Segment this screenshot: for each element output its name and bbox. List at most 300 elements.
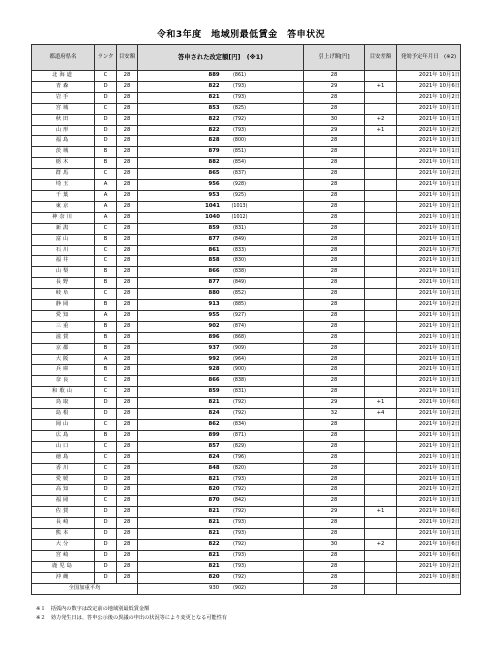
- old-wage-open: (: [233, 411, 235, 417]
- rank-cell: C: [95, 463, 117, 474]
- date-cell: 2021年 10月2日: [397, 300, 461, 311]
- new-wage-value: 902: [208, 322, 220, 329]
- pref-cell: 岩手: [32, 92, 95, 103]
- old-wage-open: (: [233, 171, 235, 177]
- average-row: [32, 583, 461, 594]
- raise-cell: 28: [304, 256, 365, 267]
- old-wage-close: ): [244, 160, 246, 166]
- table-row: [32, 365, 461, 376]
- average-label: 全国加重平均: [32, 583, 138, 594]
- new-wage-cell: [138, 201, 304, 212]
- new-wage-cell: [138, 572, 304, 583]
- old-wage-close: ): [244, 367, 246, 373]
- target-cell: 28: [117, 71, 138, 82]
- old-wage-close: ): [244, 345, 246, 351]
- table-row: [32, 245, 461, 256]
- average-raise: 28: [304, 583, 365, 594]
- target-cell: 28: [117, 180, 138, 191]
- diff-cell: [365, 332, 397, 343]
- diff-cell: [365, 485, 397, 496]
- pref-cell: 千葉: [32, 190, 95, 201]
- diff-cell: [365, 310, 397, 321]
- old-wage-close: ): [244, 520, 246, 526]
- date-cell: 2021年 10月2日: [397, 409, 461, 420]
- table-row: [32, 376, 461, 387]
- new-wage-cell: [138, 234, 304, 245]
- old-wage-close: ): [244, 83, 246, 89]
- raise-cell: 28: [304, 92, 365, 103]
- average-old-value: 902: [234, 585, 245, 591]
- diff-cell: [365, 550, 397, 561]
- raise-cell: 28: [304, 169, 365, 180]
- date-cell: 2021年 10月2日: [397, 518, 461, 529]
- old-wage-close: ): [244, 541, 246, 547]
- new-wage-cell: [138, 300, 304, 311]
- rank-cell: A: [95, 180, 117, 191]
- old-wage-open: (: [233, 280, 235, 286]
- date-cell: 2021年 10月1日: [397, 496, 461, 507]
- raise-cell: 28: [304, 332, 365, 343]
- old-wage-open: (: [233, 541, 235, 547]
- table-row: [32, 507, 461, 518]
- old-wage-open: (: [233, 443, 235, 449]
- date-cell: 2021年 10月7日: [397, 245, 461, 256]
- table-row: [32, 114, 461, 125]
- pref-cell: 愛媛: [32, 474, 95, 485]
- old-wage-value: 793: [234, 94, 245, 100]
- old-wage-open: (: [233, 236, 235, 242]
- raise-cell: 28: [304, 474, 365, 485]
- raise-cell: 28: [304, 354, 365, 365]
- new-wage-value: 896: [208, 333, 220, 340]
- new-wage-cell: [138, 81, 304, 92]
- diff-cell: [365, 278, 397, 289]
- new-wage-value: 821: [208, 562, 220, 569]
- old-wage-close: ): [244, 378, 246, 384]
- date-cell: 2021年 10月1日: [397, 147, 461, 158]
- rank-cell: C: [95, 103, 117, 114]
- pref-cell: 神奈川: [32, 212, 95, 223]
- diff-cell: [365, 561, 397, 572]
- pref-cell: 奈良: [32, 376, 95, 387]
- pref-cell: 高知: [32, 485, 95, 496]
- old-wage-open: (: [233, 182, 235, 188]
- header-rank: ランク: [95, 45, 117, 71]
- target-cell: 28: [117, 212, 138, 223]
- date-cell: 2021年 10月2日: [397, 169, 461, 180]
- rank-cell: C: [95, 245, 117, 256]
- date-cell: 2021年 10月1日: [397, 343, 461, 354]
- date-cell: 2021年 10月2日: [397, 125, 461, 136]
- new-wage-value: 882: [208, 159, 220, 166]
- raise-cell: 28: [304, 420, 365, 431]
- table-row: [32, 387, 461, 398]
- target-cell: 28: [117, 354, 138, 365]
- old-wage-value: 838: [234, 378, 245, 384]
- average-new-value: 930: [208, 584, 220, 591]
- raise-cell: 28: [304, 201, 365, 212]
- pref-cell: 青森: [32, 81, 95, 92]
- new-wage-cell: [138, 354, 304, 365]
- old-wage-value: 829: [234, 443, 245, 449]
- header-diff: 目安差額: [365, 45, 397, 71]
- old-wage-value: 871: [234, 432, 245, 438]
- average-new-wage: [138, 583, 304, 594]
- target-cell: 28: [117, 300, 138, 311]
- old-wage-open: (: [233, 312, 235, 318]
- old-wage-value: 792: [234, 487, 245, 493]
- table-row: [32, 92, 461, 103]
- table-row: [32, 398, 461, 409]
- new-wage-cell: [138, 441, 304, 452]
- diff-cell: [365, 201, 397, 212]
- raise-cell: 28: [304, 71, 365, 82]
- new-wage-cell: [138, 212, 304, 223]
- new-wage-cell: [138, 158, 304, 169]
- target-cell: 28: [117, 409, 138, 420]
- target-cell: 28: [117, 92, 138, 103]
- old-wage-close: ): [244, 280, 246, 286]
- old-wage-open: (: [233, 225, 235, 231]
- old-wage-value: 833: [234, 247, 245, 253]
- rank-cell: B: [95, 234, 117, 245]
- old-wage-open: (: [233, 94, 235, 100]
- old-wage-open: (: [233, 334, 235, 340]
- new-wage-value: 821: [208, 399, 220, 406]
- raise-cell: 28: [304, 289, 365, 300]
- target-cell: 28: [117, 332, 138, 343]
- old-wage-close: ): [244, 182, 246, 188]
- new-wage-value: 866: [208, 268, 220, 275]
- old-wage-open: (: [233, 552, 235, 558]
- table-row: [32, 289, 461, 300]
- new-wage-value: 889: [208, 72, 220, 78]
- new-wage-value: 824: [208, 410, 220, 417]
- rank-cell: D: [95, 398, 117, 409]
- target-cell: 28: [117, 256, 138, 267]
- old-wage-value: 792: [234, 400, 245, 406]
- rank-cell: D: [95, 92, 117, 103]
- pref-cell: 福岡: [32, 496, 95, 507]
- old-wage-value: 1012: [233, 214, 246, 220]
- new-wage-cell: [138, 365, 304, 376]
- average-diff: [365, 583, 397, 594]
- table-row: [32, 223, 461, 234]
- raise-cell: 28: [304, 485, 365, 496]
- pref-cell: 新潟: [32, 223, 95, 234]
- table-row: [32, 441, 461, 452]
- rank-cell: D: [95, 550, 117, 561]
- raise-cell: 28: [304, 529, 365, 540]
- new-wage-cell: [138, 550, 304, 561]
- new-wage-cell: [138, 310, 304, 321]
- old-wage-value: 964: [234, 356, 245, 362]
- raise-cell: 28: [304, 234, 365, 245]
- date-cell: 2021年 10月1日: [397, 289, 461, 300]
- target-cell: 28: [117, 539, 138, 550]
- rank-cell: A: [95, 354, 117, 365]
- old-wage-value: 831: [234, 389, 245, 395]
- raise-cell: 28: [304, 245, 365, 256]
- rank-cell: D: [95, 539, 117, 550]
- old-wage-close: ): [244, 585, 246, 591]
- old-wage-value: 874: [234, 323, 245, 329]
- pref-cell: 香川: [32, 463, 95, 474]
- raise-cell: 28: [304, 300, 365, 311]
- date-cell: 2021年 10月8日: [397, 572, 461, 583]
- diff-cell: [365, 136, 397, 147]
- pref-cell: 沖縄: [32, 572, 95, 583]
- table-row: [32, 561, 461, 572]
- new-wage-cell: [138, 92, 304, 103]
- date-cell: 2021年 10月2日: [397, 420, 461, 431]
- date-cell: 2021年 10月1日: [397, 114, 461, 125]
- rank-cell: D: [95, 136, 117, 147]
- old-wage-open: (: [233, 356, 235, 362]
- new-wage-cell: [138, 114, 304, 125]
- rank-cell: B: [95, 158, 117, 169]
- date-cell: 2021年 10月1日: [397, 441, 461, 452]
- new-wage-cell: [138, 289, 304, 300]
- new-wage-cell: [138, 430, 304, 441]
- pref-cell: 宮城: [32, 103, 95, 114]
- target-cell: 28: [117, 430, 138, 441]
- pref-cell: 佐賀: [32, 507, 95, 518]
- old-wage-open: (: [233, 105, 235, 111]
- table-row: [32, 278, 461, 289]
- rank-cell: D: [95, 507, 117, 518]
- rank-cell: B: [95, 343, 117, 354]
- new-wage-value: 859: [208, 388, 220, 395]
- date-cell: 2021年 10月2日: [397, 485, 461, 496]
- new-wage-cell: [138, 507, 304, 518]
- old-wage-value: 793: [234, 476, 245, 482]
- diff-cell: +1: [365, 507, 397, 518]
- old-wage-value: 800: [234, 138, 245, 144]
- new-wage-value: 928: [208, 366, 220, 373]
- diff-cell: [365, 212, 397, 223]
- date-cell: 2021年 10月1日: [397, 71, 461, 82]
- table-row: [32, 550, 461, 561]
- rank-cell: C: [95, 387, 117, 398]
- old-wage-open: (: [233, 465, 235, 471]
- pref-cell: 埼玉: [32, 180, 95, 191]
- raise-cell: 28: [304, 267, 365, 278]
- rank-cell: D: [95, 114, 117, 125]
- diff-cell: +1: [365, 125, 397, 136]
- new-wage-cell: [138, 180, 304, 191]
- old-wage-open: (: [233, 432, 235, 438]
- old-wage-value: 909: [234, 345, 245, 351]
- old-wage-open: (: [231, 203, 234, 209]
- old-wage-value: 793: [234, 127, 245, 133]
- pref-cell: 山梨: [32, 267, 95, 278]
- pref-cell: 茨城: [32, 147, 95, 158]
- new-wage-value: 1040: [205, 213, 220, 220]
- new-wage-value: 821: [208, 530, 220, 537]
- raise-cell: 28: [304, 452, 365, 463]
- target-cell: 28: [117, 169, 138, 180]
- target-cell: 28: [117, 420, 138, 431]
- footnote-1: ※１ 括弧内の数字は改定前の地域別最低賃金額: [36, 606, 150, 612]
- new-wage-cell: [138, 409, 304, 420]
- date-cell: 2021年 10月1日: [397, 321, 461, 332]
- old-wage-open: (: [231, 214, 234, 220]
- date-cell: 2021年 10月1日: [397, 190, 461, 201]
- old-wage-close: ): [244, 269, 246, 275]
- old-wage-close: ): [244, 487, 246, 493]
- old-wage-open: (: [233, 83, 235, 89]
- table-row: [32, 234, 461, 245]
- diff-cell: +4: [365, 409, 397, 420]
- old-wage-value: 792: [234, 574, 245, 580]
- table-row: [32, 539, 461, 550]
- old-wage-value: 885: [234, 302, 245, 308]
- old-wage-value: 854: [234, 160, 245, 166]
- old-wage-open: (: [233, 476, 235, 482]
- pref-cell: 山形: [32, 125, 95, 136]
- target-cell: 28: [117, 561, 138, 572]
- old-wage-value: 837: [234, 171, 245, 177]
- pref-cell: 兵庫: [32, 365, 95, 376]
- old-wage-open: (: [233, 574, 235, 580]
- diff-cell: [365, 169, 397, 180]
- new-wage-cell: [138, 539, 304, 550]
- pref-cell: 滋賀: [32, 332, 95, 343]
- diff-cell: [365, 354, 397, 365]
- old-wage-close: ): [244, 334, 246, 340]
- pref-cell: 徳島: [32, 452, 95, 463]
- page-title: 令和3年度 地域別最低賃金 答申状況: [156, 30, 326, 40]
- pref-cell: 長野: [32, 278, 95, 289]
- new-wage-cell: [138, 518, 304, 529]
- old-wage-close: ): [244, 312, 246, 318]
- new-wage-value: 821: [208, 93, 220, 100]
- table-body: [32, 71, 461, 595]
- old-wage-value: 792: [234, 116, 245, 122]
- date-cell: 2021年 10月1日: [397, 529, 461, 540]
- old-wage-close: ): [244, 422, 246, 427]
- diff-cell: [365, 572, 397, 583]
- pref-cell: 島根: [32, 409, 95, 420]
- new-wage-value: 858: [208, 257, 220, 264]
- raise-cell: 28: [304, 496, 365, 507]
- new-wage-cell: [138, 136, 304, 147]
- date-cell: 2021年 10月1日: [397, 278, 461, 289]
- table-row: [32, 354, 461, 365]
- target-cell: 28: [117, 376, 138, 387]
- raise-cell: 28: [304, 321, 365, 332]
- diff-cell: [365, 180, 397, 191]
- old-wage-open: (: [233, 138, 235, 144]
- average-date: [397, 583, 461, 594]
- date-cell: 2021年 10月6日: [397, 81, 461, 92]
- target-cell: 28: [117, 343, 138, 354]
- old-wage-value: 793: [234, 552, 245, 558]
- pref-cell: 広島: [32, 430, 95, 441]
- rank-cell: B: [95, 278, 117, 289]
- diff-cell: [365, 441, 397, 452]
- rank-cell: D: [95, 561, 117, 572]
- old-wage-value: 927: [234, 312, 245, 318]
- old-wage-close: ): [244, 105, 246, 111]
- raise-cell: 28: [304, 441, 365, 452]
- new-wage-cell: [138, 278, 304, 289]
- date-cell: 2021年 10月6日: [397, 398, 461, 409]
- new-wage-value: 877: [208, 279, 220, 286]
- rank-cell: D: [95, 529, 117, 540]
- old-wage-open: (: [233, 563, 235, 569]
- new-wage-cell: [138, 321, 304, 332]
- new-wage-cell: [138, 223, 304, 234]
- old-wage-open: (: [233, 247, 235, 253]
- target-cell: 28: [117, 474, 138, 485]
- raise-cell: 32: [304, 409, 365, 420]
- rank-cell: C: [95, 376, 117, 387]
- new-wage-cell: [138, 463, 304, 474]
- old-wage-value: 792: [234, 411, 245, 417]
- old-wage-close: ): [244, 411, 246, 417]
- old-wage-open: (: [233, 378, 235, 384]
- table-row: [32, 201, 461, 212]
- diff-cell: [365, 518, 397, 529]
- old-wage-value: 849: [234, 280, 245, 286]
- old-wage-close: ): [244, 389, 246, 395]
- diff-cell: [365, 158, 397, 169]
- date-cell: 2021年 10月6日: [397, 539, 461, 550]
- old-wage-value: 796: [234, 454, 245, 460]
- old-wage-close: ): [244, 192, 246, 198]
- table-row: [32, 343, 461, 354]
- pref-cell: 東京: [32, 201, 95, 212]
- date-cell: 2021年 10月6日: [397, 507, 461, 518]
- target-cell: 28: [117, 550, 138, 561]
- raise-cell: 28: [304, 561, 365, 572]
- raise-cell: 28: [304, 430, 365, 441]
- raise-cell: 28: [304, 147, 365, 158]
- old-wage-value: 852: [234, 291, 245, 297]
- old-wage-value: 831: [234, 225, 245, 231]
- footnotes: [36, 605, 227, 623]
- rank-cell: B: [95, 332, 117, 343]
- old-wage-close: ): [244, 563, 246, 569]
- old-wage-close: ): [244, 94, 246, 100]
- old-wage-value: 792: [234, 509, 245, 515]
- old-wage-open: (: [233, 531, 235, 537]
- old-wage-close: ): [244, 443, 246, 449]
- date-cell: 2021年 10月1日: [397, 201, 461, 212]
- diff-cell: [365, 289, 397, 300]
- old-wage-open: (: [233, 323, 235, 329]
- raise-cell: 28: [304, 158, 365, 169]
- new-wage-cell: [138, 529, 304, 540]
- old-wage-close: ): [244, 356, 246, 362]
- pref-cell: 秋田: [32, 114, 95, 125]
- diff-cell: [365, 147, 397, 158]
- new-wage-value: 880: [208, 290, 220, 297]
- old-wage-open: (: [233, 160, 235, 166]
- target-cell: 28: [117, 496, 138, 507]
- table-row: [32, 256, 461, 267]
- table-row: [32, 136, 461, 147]
- rank-cell: C: [95, 223, 117, 234]
- old-wage-close: ): [244, 171, 246, 177]
- old-wage-value: 925: [234, 192, 245, 198]
- date-cell: 2021年 10月1日: [397, 234, 461, 245]
- pref-cell: 大阪: [32, 354, 95, 365]
- raise-cell: 28: [304, 212, 365, 223]
- old-wage-open: (: [233, 192, 235, 198]
